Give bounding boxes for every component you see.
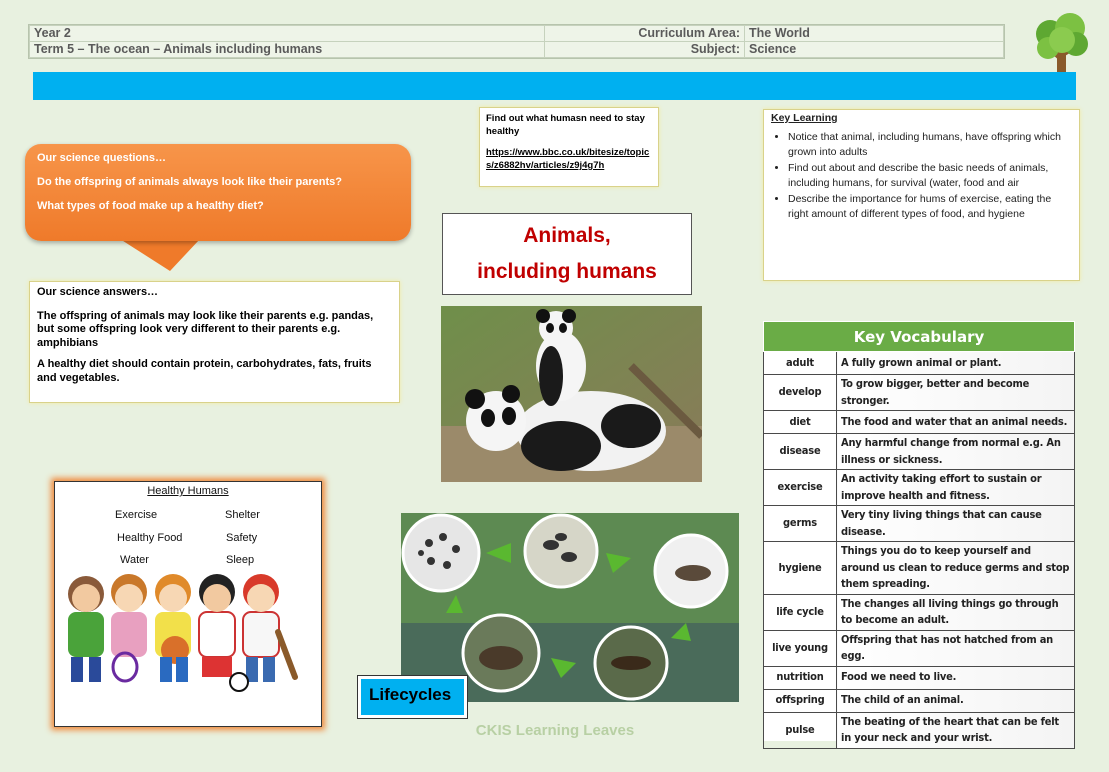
questions-heading: Our science questions… [37,152,166,164]
footer-brand: CKIS Learning Leaves [475,722,635,739]
table-row [764,506,1075,542]
header-table [28,24,1005,59]
healthy-item-water: Water [120,554,149,566]
table-row [764,411,1075,434]
vocab-definition: Things you do to keep yourself and around us clean to reduce germs and stop them spreading. [837,542,1075,595]
answer-1: The offspring of animals may look like their parents e.g. pandas, but some offspring look very different to their parents e.g. amphibians [37,309,374,349]
healthy-item-sleep: Sleep [226,554,255,566]
term-cell: Term 5 – The ocean – Animals including humans [30,42,545,58]
vocab-word: exercise [764,470,837,506]
curriculum-label: Curriculum Area: [545,26,745,42]
vocab-definition: The food and water that an animal needs. [837,411,1075,434]
vocab-word: nutrition [764,666,837,689]
title-line-1: Animals, [523,224,611,247]
findout-text: Find out what humasn need to stay healthy [486,113,645,137]
subject-value: Science [745,42,1004,58]
table-row [764,375,1075,411]
bubble-tail [120,239,200,271]
table-row [764,434,1075,470]
vocab-word: hygiene [764,542,837,595]
panda-photo [441,306,702,482]
healthy-item-food: Healthy Food [117,532,183,544]
bitesize-link[interactable]: https://www.bbc.co.uk/bitesize/topics/z6882hv/articles/z9j4g7h [486,147,650,171]
key-vocabulary-table [763,321,1075,744]
key-learning-item: • Describe the importance for hums of exercise, eating the right amount of different types of food, and hygiene [788,192,1072,221]
vocab-definition: To grow bigger, better and become stronger. [837,375,1075,411]
frog-lifecycle-diagram [401,513,739,702]
answers-box [29,281,400,403]
table-row [764,666,1075,689]
lifecycles-label [357,675,468,719]
vocab-definition: The changes all living things go through to become an adult. [837,594,1075,630]
subject-label: Subject: [545,42,745,58]
vocab-definition: Food we need to live. [837,666,1075,689]
table-row [764,689,1075,712]
vocab-word: adult [764,352,837,375]
healthy-humans-heading: Healthy Humans [147,485,229,497]
vocab-word: pulse [764,712,837,748]
vocab-definition: Any harmful change from normal e.g. An illness or sickness. [837,434,1075,470]
topic-title [442,213,692,295]
healthy-item-safety: Safety [226,532,258,544]
table-row [764,470,1075,506]
vocab-definition: The beating of the heart that can be felt in your neck and your wrist. [837,712,1075,748]
key-learning-list [771,130,1072,221]
vocab-word: develop [764,375,837,411]
year-cell: Year 2 [30,26,545,42]
healthy-humans-box [54,481,322,727]
curriculum-value: The World [745,26,1004,42]
vocab-definition: Offspring that has not hatched from an egg. [837,630,1075,666]
key-learning-item: • Find out about and describe the basic needs of animals, including humans, for survival (water, food and air [788,161,1072,190]
answers-heading: Our science answers… [37,286,159,298]
vocab-word: offspring [764,689,837,712]
healthy-item-exercise: Exercise [115,509,158,521]
key-learning-item: • Notice that animal, including humans, have offspring which grown into adults [788,130,1072,159]
vocab-definition: An activity taking effort to sustain or improve health and fitness. [837,470,1075,506]
vocabulary-heading: Key Vocabulary [764,322,1075,352]
vocab-word: live young [764,630,837,666]
vocab-word: disease [764,434,837,470]
table-row [764,712,1075,748]
vocab-definition: Very tiny living things that can cause disease. [837,506,1075,542]
healthy-item-shelter: Shelter [225,509,260,521]
table-row [764,594,1075,630]
title-banner [33,72,1076,100]
vocab-word: life cycle [764,594,837,630]
question-2: What types of food make up a healthy diet? [37,200,264,212]
answer-2: A healthy diet should contain protein, carbohydrates, fats, fruits and vegetables. [37,358,372,384]
key-learning-heading: Key Learning [771,112,838,124]
title-line-2: including humans [477,260,657,283]
lifecycles-text: Lifecycles [361,679,464,715]
table-row [764,352,1075,375]
findout-box [479,107,659,187]
question-1: Do the offspring of animals always look like their parents? [37,176,343,188]
table-row [764,542,1075,595]
key-learning-box [763,109,1080,281]
vocab-definition: The child of an animal. [837,689,1075,712]
tree-logo-icon [1030,12,1094,78]
questions-bubble [25,144,411,241]
table-row [764,630,1075,666]
children-clipart [63,572,298,692]
vocab-word: diet [764,411,837,434]
vocab-definition: A fully grown animal or plant. [837,352,1075,375]
vocab-word: germs [764,506,837,542]
